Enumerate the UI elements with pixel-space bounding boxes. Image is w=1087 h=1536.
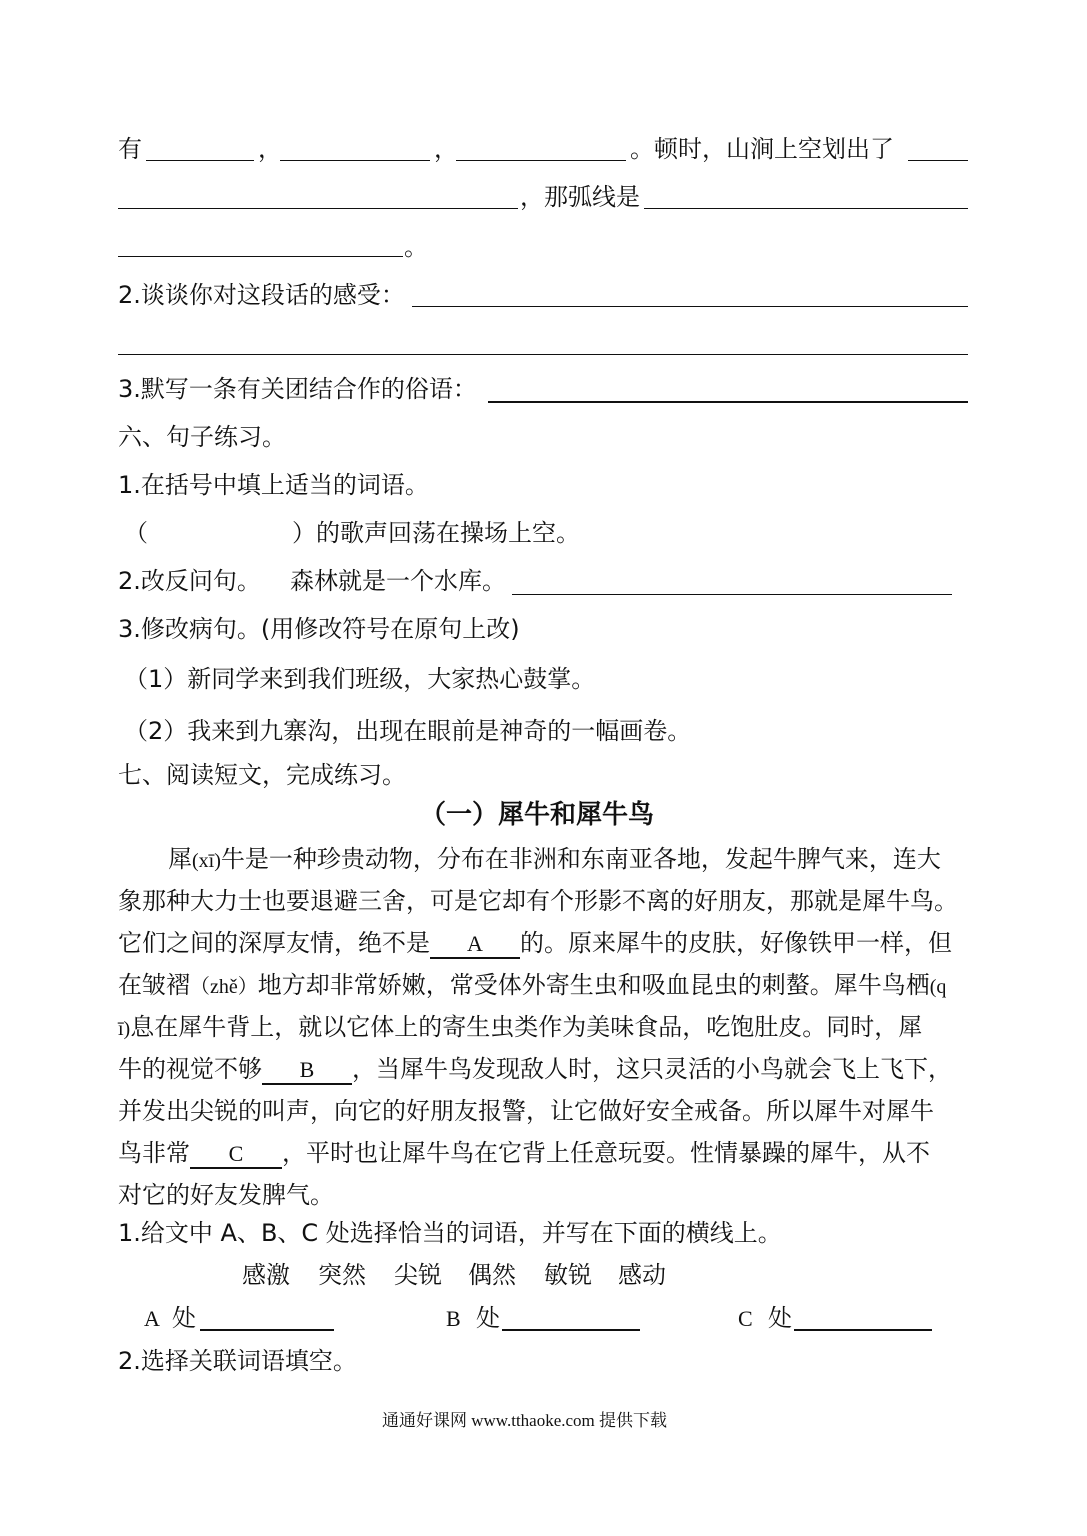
blank-line[interactable]	[644, 208, 968, 209]
text: 牛是一种珍贵动物，分布在非洲和东南亚各地，发起牛脾气来，连大	[220, 845, 941, 873]
text: 鸟非常	[118, 1139, 190, 1167]
paren-open: （	[124, 519, 148, 547]
pinyin: （zhě）	[190, 976, 258, 998]
answer-a-line[interactable]	[200, 1329, 334, 1331]
blank-line[interactable]	[908, 160, 968, 161]
answer-line[interactable]	[512, 594, 952, 595]
answer-line[interactable]	[118, 354, 968, 355]
word-choice: 感动	[618, 1261, 666, 1289]
pinyin: (xī)	[192, 850, 221, 872]
s7-q1: 1.给文中 A、B、C 处选择恰当的词语，并写在下面的横线上。	[118, 1219, 782, 1247]
comma: ，	[434, 135, 458, 163]
blank-b[interactable]: B	[262, 1057, 352, 1085]
chu-label: 处	[476, 1304, 500, 1332]
section-6-heading: 六、句子练习。	[118, 423, 286, 451]
blank-line[interactable]	[146, 160, 254, 161]
text: 地方却非常娇嫩，常受体外寄生虫和吸血昆虫的刺螯。犀牛鸟栖	[257, 971, 930, 999]
line-2-text: ，那弧线是	[520, 183, 640, 211]
s6-q3-2: （2）我来到九寨沟，出现在眼前是神奇的一幅画卷。	[124, 717, 692, 745]
answer-b-letter: B	[446, 1306, 461, 1331]
s6-q3: 3.修改病句。(用修改符号在原句上改)	[118, 615, 520, 643]
passage-line	[118, 928, 952, 959]
passage-line	[118, 970, 946, 1002]
passage-title: （一）犀牛和犀牛鸟	[420, 800, 655, 830]
word-choice: 突然	[318, 1261, 366, 1289]
answer-line[interactable]	[488, 401, 968, 403]
passage-line	[118, 1012, 922, 1044]
line-1-text: 。顿时，山涧上空划出了	[630, 135, 894, 163]
pinyin: ī)	[118, 1018, 131, 1040]
blank-line[interactable]	[280, 160, 430, 161]
blank-line[interactable]	[118, 208, 518, 209]
blank-c[interactable]: C	[190, 1141, 282, 1169]
passage-line: 对它的好友发脾气。	[118, 1181, 334, 1209]
word-choice: 偶然	[468, 1261, 516, 1289]
s6-q1-sentence: ）的歌声回荡在操场上空。	[292, 519, 580, 547]
line-1-start: 有	[118, 135, 142, 163]
s6-q1: 1.在括号中填上适当的词语。	[118, 471, 429, 499]
footer-text: 通通好课网 www.tthaoke.com 提供下载	[382, 1411, 668, 1430]
passage-line	[118, 1054, 952, 1085]
answer-b-line[interactable]	[502, 1329, 640, 1331]
passage-line	[168, 844, 941, 876]
text: ，平时也让犀牛鸟在它背上任意玩耍。性情暴躁的犀牛，从不	[282, 1139, 930, 1167]
chu-label: 处	[768, 1304, 792, 1332]
s6-q3-1: （1）新同学来到我们班级，大家热心鼓掌。	[124, 665, 596, 693]
passage-line	[118, 1138, 930, 1169]
s7-q2: 2.选择关联词语填空。	[118, 1347, 357, 1375]
text: 息在犀牛背上，就以它体上的寄生虫类作为美味食品，吃饱肚皮。同时，犀	[130, 1013, 923, 1041]
s6-q2: 2.改反问句。	[118, 567, 261, 595]
passage-line: 象那种大力士也要退避三舍，可是它却有个形影不离的好朋友，那就是犀牛鸟。	[118, 887, 958, 915]
word-choice: 敏锐	[544, 1261, 592, 1289]
answer-c-letter: C	[738, 1306, 753, 1331]
text: 它们之间的深厚友情，绝不是	[118, 929, 430, 957]
text: 在皱褶	[118, 971, 190, 999]
answer-a-letter: A	[144, 1306, 160, 1331]
text: 犀	[168, 845, 192, 873]
chu-label: 处	[172, 1304, 196, 1332]
word-choice: 尖锐	[394, 1261, 442, 1289]
pinyin: (q	[929, 976, 947, 998]
section-7-heading: 七、阅读短文，完成练习。	[118, 761, 406, 789]
text: ，当犀牛鸟发现敌人时，这只灵活的小鸟就会飞上飞下，	[352, 1055, 952, 1083]
passage-line: 并发出尖锐的叫声，向它的好朋友报警，让它做好安全戒备。所以犀牛对犀牛	[118, 1097, 934, 1125]
blank-line[interactable]	[118, 256, 403, 257]
question-2-label: 2.谈谈你对这段话的感受：	[118, 281, 405, 309]
s6-q2-sentence: 森林就是一个水库。	[290, 567, 506, 595]
answer-line[interactable]	[412, 306, 968, 307]
question-3-label: 3.默写一条有关团结合作的俗语：	[118, 375, 477, 403]
text: 的。原来犀牛的皮肤，好像铁甲一样，但	[520, 929, 952, 957]
answer-c-line[interactable]	[794, 1329, 932, 1331]
word-choice: 感激	[242, 1261, 290, 1289]
line-3-end: 。	[404, 233, 428, 261]
blank-line[interactable]	[456, 160, 626, 161]
comma: ，	[258, 135, 282, 163]
blank-a[interactable]: A	[430, 931, 520, 959]
text: 牛的视觉不够	[118, 1055, 262, 1083]
